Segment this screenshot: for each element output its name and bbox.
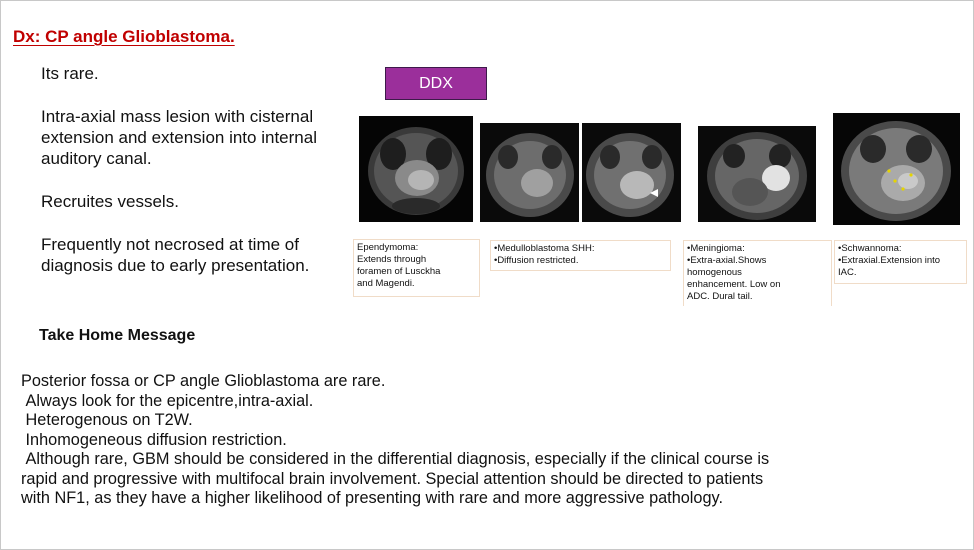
caption-line: IAC. — [838, 267, 857, 278]
ependymoma-mri-image — [359, 116, 473, 222]
meningioma-mri-image — [698, 126, 816, 222]
caption-line: Extends through — [357, 254, 427, 265]
finding-item: Its rare. — [41, 64, 99, 83]
meningioma-caption — [683, 240, 832, 306]
medulloblastoma-mri-image — [480, 123, 681, 222]
ependymoma-caption — [353, 239, 480, 297]
take-home-line: Posterior fossa or CP angle Glioblastoma are rare. — [21, 372, 386, 390]
take-home-line: with NF1, as they have a higher likelihood of presenting with rare and more aggressive pathology. — [21, 489, 723, 507]
caption-line: and Magendi. — [357, 278, 415, 289]
take-home-line: Although rare, GBM should be considered in the differential diagnosis, especially if the clinical course is — [21, 450, 770, 468]
caption-line: •Schwannoma: — [838, 243, 902, 254]
take-home-line: rapid and progressive with multifocal brain involvement. Special attention should be directed to patients — [21, 469, 764, 488]
take-home-heading: Take Home Message — [39, 327, 196, 344]
finding-item: Intra-axial mass lesion with cisternal extension and extension into internal auditory canal. — [41, 107, 317, 168]
finding-item: Recruites vessels. — [41, 192, 179, 211]
slide-title: Dx: CP angle Glioblastoma. — [13, 27, 235, 46]
caption-line: •Extraxial.Extension into — [838, 255, 941, 266]
caption-line: •Extra-axial.Shows — [687, 255, 767, 266]
caption-line: Ependymoma: — [357, 242, 419, 253]
finding-item: Frequently not necrosed at time of diagnosis due to early presentation. — [41, 235, 310, 275]
schwannoma-mri-image — [833, 113, 960, 225]
schwannoma-caption — [834, 240, 967, 284]
caption-line: •Medulloblastoma SHH: — [494, 243, 595, 254]
ddx-label-box: DDX — [385, 67, 487, 100]
caption-line: homogenous — [687, 267, 742, 278]
findings-list — [41, 63, 351, 298]
caption-line: enhancement. Low on — [687, 279, 781, 290]
medulloblastoma-caption — [490, 240, 671, 271]
take-home-line: Inhomogeneous diffusion restriction. — [21, 430, 287, 449]
caption-line: foramen of Lusckha — [357, 266, 441, 277]
take-home-line: Heterogenous on T2W. — [21, 411, 193, 429]
caption-line: •Meningioma: — [687, 243, 745, 254]
take-home-body — [21, 372, 921, 509]
take-home-line: Always look for the epicentre,intra-axial. — [21, 391, 314, 410]
caption-line: •Diffusion restricted. — [494, 255, 579, 266]
caption-line: ADC. Dural tail. — [687, 291, 753, 302]
